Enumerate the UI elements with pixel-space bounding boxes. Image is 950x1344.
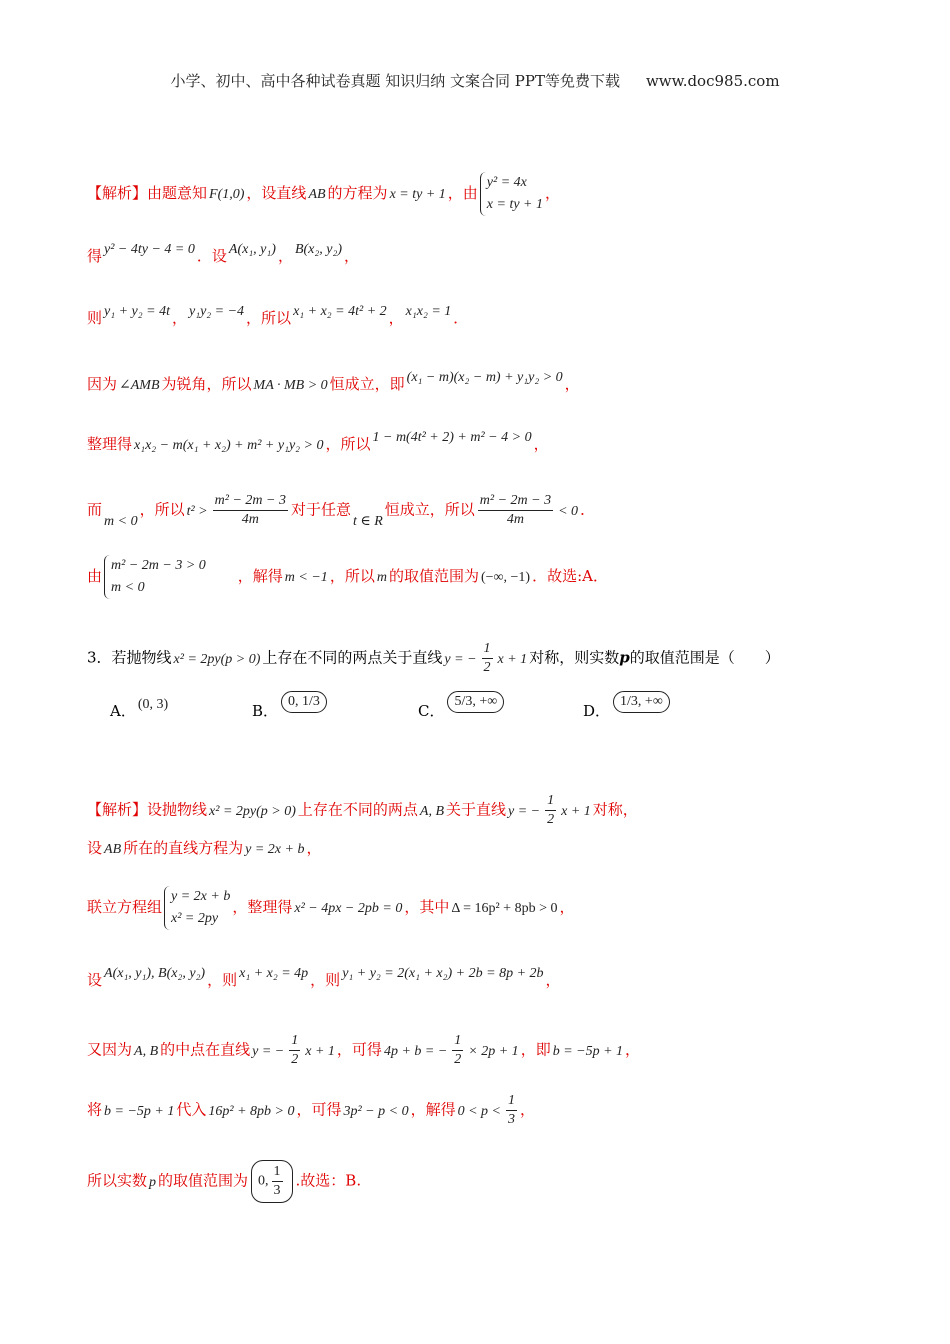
sol2-line-4: 因为 ∠AMB 为锐角，所以 MA · MB > 0 恒成立，即 (x₁ − m)(x₂ − m) + y₁y₂ > 0 ， [87,370,580,393]
sol2-line-2: 得 y² − 4ty − 4 = 0 ．设 A(x₁, y₁) ， B(x₂, y₂) ， [87,242,360,265]
sol2-line-5: 整理得 x₁x₂ − m(x₁ + x₂) + m² + y₁y₂ > 0 ，所以 1 − m(4t² + 2) + m² − 4 > 0 ， [87,430,549,453]
sol2-line-6: 而m < 0，所以 t² > $\frac{\text{m² − 2m − 3}}{4m}$ 对于任意t ∈ R恒成立，所以 $\frac{\text{m² − 2m − 3}}{4m}$ < 0 ． [87,493,596,529]
sol2-line-1: 【解析】由题意知 F(1,0) ，设直线 AB 的方程为 x = ty + 1 ，由 y² = 4x x = ty + 1 ， [87,172,910,216]
header-url[interactable]: www.doc985.com [645,72,780,90]
option-a[interactable]: A． (0, 3) [110,697,169,720]
equation-system: y = 2x + b x² = 2py [164,886,230,930]
sol2-line-7: 由 m² − 2m − 3 > 0 m < 0 ，解得 m < −1 ，所以 m 的取值范围为 (−∞, −1) ．故选:A． [87,555,910,599]
fraction: $\frac{\text{m² − 2m − 3}}{4m}$ [214,493,286,527]
sol3-line-3: 联立方程组 y = 2x + b x² = 2py ，整理得 x² − 4px − 2pb = 0 ，其中 Δ = 16p² + 8pb > 0 ， [87,886,910,930]
fraction: $\frac{1}{2}$ [483,641,491,675]
sol3-line-4: 设 A(x₁, y₁), B(x₂, y₂) ，则 x₁ + x₂ = 4p ，则 y₁ + y₂ = 2(x₁ + x₂) + 2b = 8p + 2b ， [87,966,561,989]
fraction: $\frac{1}{2}$ [291,1033,299,1067]
page-header [0,70,950,91]
option-c[interactable]: C．5/3, +∞ [418,690,507,713]
fraction: $\frac{\text{m² − 2m − 3}}{4m}$ [479,493,552,527]
sol3-line-6: 将 b = −5p + 1 代入 16p² + 8pb > 0 ，可得 3p² − p < 0 ，解得 0 < p < $\frac{1}{3}$ ， [87,1093,536,1127]
sol3-line-5: 又因为 A, B 的中点在直线 y = − $\frac{1}{2}$ x + 1 ，可得 4p + b = − $\frac{1}{2}$ × 2p + 1 ，即 b = −5p + 1 ， [87,1033,641,1067]
sol3-line-2: 设 AB 所在的直线方程为 y = 2x + b ， [87,839,322,857]
sol2-line-3: 则 y₁ + y₂ = 4t ， y₁y₂ = −4 ，所以 x₁ + x₂ = 4t² + 2 ， x₁x₂ = 1 ． [87,304,469,327]
option-b[interactable]: B．0, 1/3 [252,690,330,713]
sol3-line-7: 所以实数 p 的取值范围为 0, $\frac{1}{3}$ .故选：B. [87,1160,910,1203]
sol3-line-1: 【解析】设抛物线 x² = 2py(p > 0) 上存在不同的两点 A, B 关于直线 y = − $\frac{1}{2}$ x + 1 对称， [87,793,638,827]
equation-system: m² − 2m − 3 > 0 m < 0 [104,555,206,599]
fraction: $\frac{1}{2}$ [454,1033,462,1067]
option-d[interactable]: D．1/3, +∞ [583,690,673,713]
header-text: 小学、初中、高中各种试卷真题 知识归纳 文案合同 PPT等免费下载 [170,72,620,90]
interval: 0, $\frac{1}{3}$ [251,1160,293,1203]
question-3: 3．若抛物线 x² = 2py(p > 0) 上存在不同的两点关于直线 y = − $\frac{1}{2}$ x + 1 对称，则实数p的取值范围是（ ） [87,641,780,675]
fraction: $\frac{1}{2}$ [547,793,555,827]
fraction: $\frac{1}{3}$ [508,1093,515,1127]
equation-system: y² = 4x x = ty + 1 [480,172,543,216]
